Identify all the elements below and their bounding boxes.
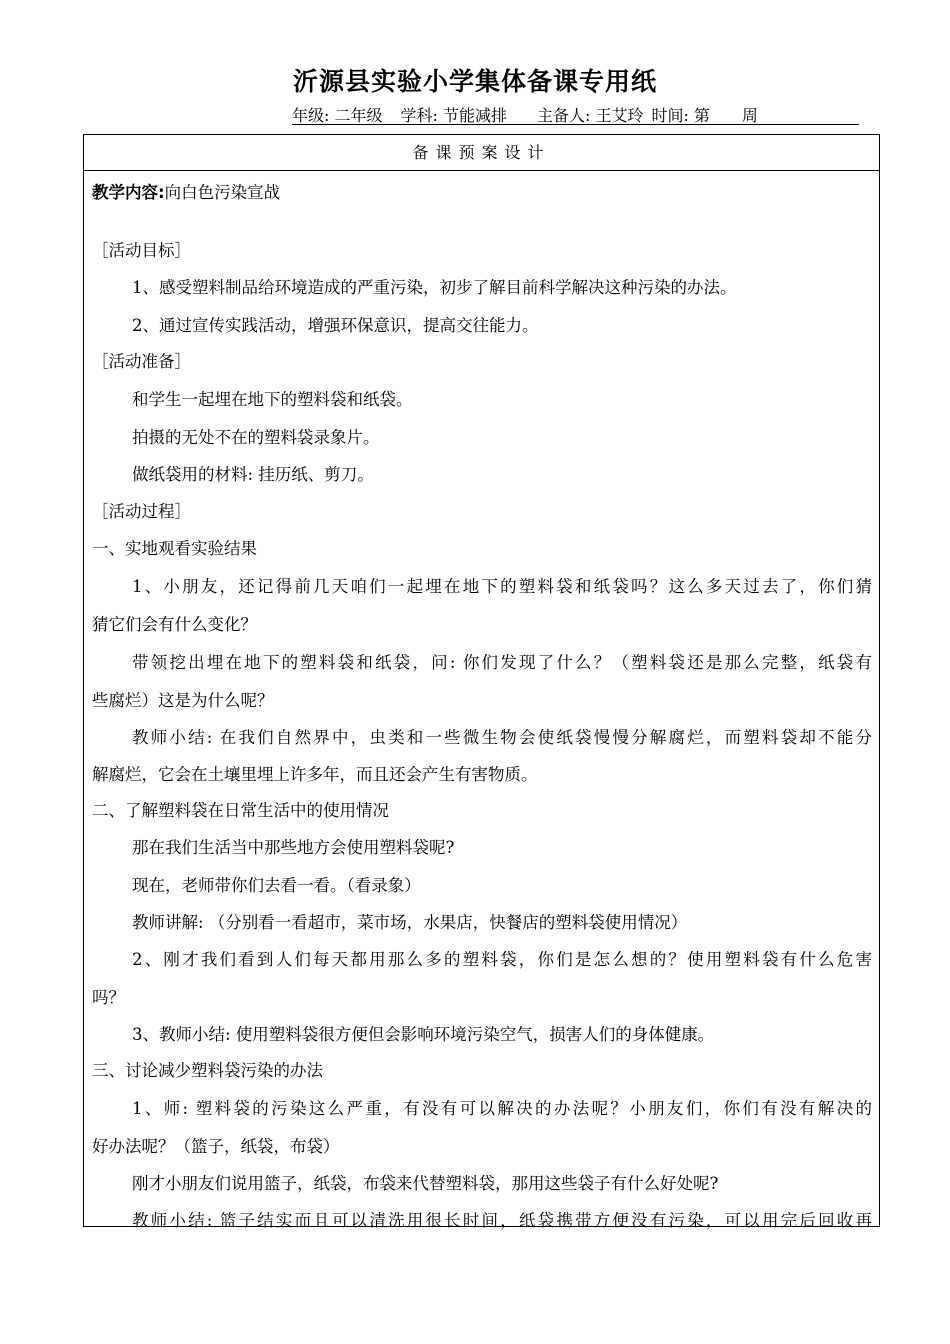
goal-item-1: 1、感受塑料制品给环境造成的严重污染，初步了解目前科学解决这种污染的办法。 [132, 278, 737, 297]
section-2-para-4-cont: 吗？ [92, 988, 125, 1007]
page-title: 沂源县实验小学集体备课专用纸 [292, 67, 657, 96]
prep-item-3: 做纸袋用的材料: 挂历纸、剪刀。 [132, 465, 374, 484]
section-2-title: 二、了解塑料袋在日常生活中的使用情况 [92, 801, 389, 820]
topic-value: 向白色污染宣战 [164, 183, 281, 202]
section-1-para-3-cont: 解腐烂，它会在土壤里埋上许多年，而且还会产生有害物质。 [92, 765, 538, 784]
process-heading: ［活动过程］ [92, 502, 191, 521]
header-meta [292, 103, 859, 125]
goal-item-2: 2、通过宣传实践活动，增强环保意识，提高交往能力。 [132, 316, 539, 335]
section-3-para-1-cont: 好办法呢？（篮子，纸袋，布袋） [92, 1137, 340, 1156]
topic-line [92, 179, 280, 203]
section-2-para-1: 那在我们生活当中那些地方会使用塑料袋呢? [132, 838, 455, 857]
section-1-para-3: 教师小结: 在我们自然界中，虫类和一些微生物会使纸袋慢慢分解腐烂，而塑料袋却不能分 [132, 728, 872, 747]
topic-label: 教学内容: [92, 183, 165, 202]
section-1-title: 一、实地观看实验结果 [92, 539, 257, 558]
section-3-para-2: 刚才小朋友们说用篮子，纸袋，布袋来代替塑料袋，那用这些袋子有什么好处呢? [132, 1174, 719, 1193]
section-1-para-1-cont: 猜它们会有什么变化？ [92, 615, 257, 634]
section-1-para-2-cont: 些腐烂）这是为什么呢？ [92, 691, 274, 710]
section-2-para-3: 教师讲解: （分别看一看超市，菜市场，水果店，快餐店的塑料袋使用情况） [132, 913, 688, 932]
prep-item-2: 拍摄的无处不在的塑料袋录象片。 [132, 428, 380, 447]
section-2-para-5: 3、教师小结: 使用塑料袋很方便但会影响环境污染空气，损害人们的身体健康。 [132, 1025, 715, 1044]
grade-field: 年级: 二年级 [292, 106, 383, 125]
subject-field: 学科: 节能减排 [400, 106, 507, 125]
section-2-para-2: 现在，老师带你们去看一看。（看录象） [132, 876, 421, 895]
prep-heading: ［活动准备］ [92, 352, 191, 371]
section-1-para-2: 带领挖出埋在地下的塑料袋和纸袋，问: 你们发现了什么？（塑料袋还是那么完整，纸袋有 [132, 653, 872, 672]
section-3-para-1: 1、师: 塑料袋的污染这么严重，有没有可以解决的办法呢？小朋友们，你们有没有解决的 [132, 1099, 872, 1118]
goal-heading: ［活动目标］ [92, 241, 191, 260]
section-2-para-4: 2、刚才我们看到人们每天都用那么多的塑料袋，你们是怎么想的？使用塑料袋有什么危害 [132, 950, 872, 969]
prep-item-1: 和学生一起埋在地下的塑料袋和纸袋。 [132, 390, 413, 409]
preparer-field: 主备人: 王艾玲 [536, 106, 644, 125]
time-field: 时间: 第 周 [651, 106, 758, 125]
section-3-title: 三、讨论减少塑料袋污染的办法 [92, 1061, 323, 1080]
section-1-para-1: 1、小朋友，还记得前几天咱们一起埋在地下的塑料袋和纸袋吗？这么多天过去了，你们猜 [132, 577, 872, 596]
table-header: 备课预案设计 [84, 135, 879, 171]
section-3-para-3: 教师小结: 篮子结实而且可以清洗用很长时间，纸袋携带方便没有污染，可以用完后回收再 [132, 1211, 872, 1230]
lesson-plan-table [83, 134, 880, 1230]
